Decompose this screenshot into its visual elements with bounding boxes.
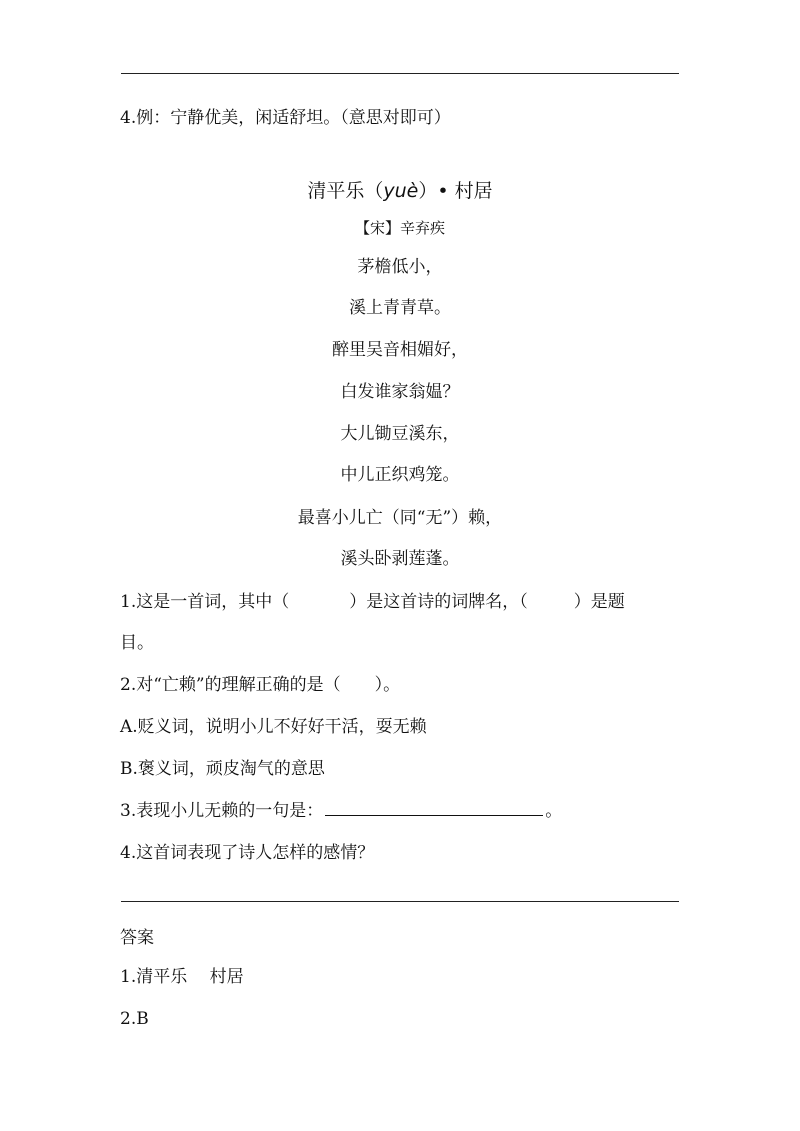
poem-line: 白发谁家翁媪？	[340, 382, 460, 402]
poem-line: 溪头卧剥莲蓬。	[340, 549, 460, 569]
poem-line: 大儿锄豆溪东，	[340, 424, 460, 444]
poem-title-prefix: 清平乐（	[307, 180, 384, 202]
question-1-continuation: 目。	[120, 633, 154, 653]
poem-line: 中儿正织鸡笼。	[340, 465, 460, 485]
answer-underline-blank[interactable]	[325, 800, 543, 816]
question-1-part-a: 1.这是一首词，其中（	[120, 592, 290, 612]
question-1-part-b: ）是这首诗的词牌名，（	[349, 592, 528, 612]
question-2: 2.对“亡赖”的理解正确的是（ ）。	[120, 675, 401, 695]
poem-author: 【宋】辛弃疾	[354, 219, 445, 237]
answer-divider	[121, 901, 679, 902]
answer-blank-title[interactable]	[528, 590, 574, 607]
poem-line: 茅檐低小，	[357, 257, 443, 277]
question-3-suffix: 。	[545, 801, 563, 821]
question-1	[120, 590, 625, 613]
question-1-part-c: ）是题	[573, 592, 625, 612]
poem-title-suffix: ）• 村居	[418, 180, 493, 202]
question-3-prefix: 3.表现小儿无赖的一句是：	[120, 801, 324, 821]
answer-blank-tune-name[interactable]	[289, 590, 349, 607]
question-4: 4.这首词表现了诗人怎样的感情？	[120, 843, 375, 863]
poem-line: 最喜小儿亡（同“无”）赖，	[297, 508, 503, 528]
poem-title-pinyin: yuè	[383, 180, 419, 202]
poem-line: 溪上青青草。	[349, 298, 451, 318]
answer-2: 2.B	[120, 1009, 149, 1029]
poem-title	[0, 180, 800, 202]
top-divider	[121, 73, 679, 74]
question-3	[120, 800, 562, 822]
poem-line: 醉里吴音相媚好，	[332, 340, 468, 360]
option-a: A.贬义词，说明小儿不好好干活，耍无赖	[120, 717, 427, 737]
option-b: B.褒义词，顽皮淘气的意思	[120, 759, 325, 779]
answer-1: 1.清平乐 村居	[120, 967, 244, 987]
answers-heading: 答案	[120, 928, 154, 948]
previous-answer-4: 4.例：宁静优美，闲适舒坦。（意思对即可）	[120, 108, 451, 128]
